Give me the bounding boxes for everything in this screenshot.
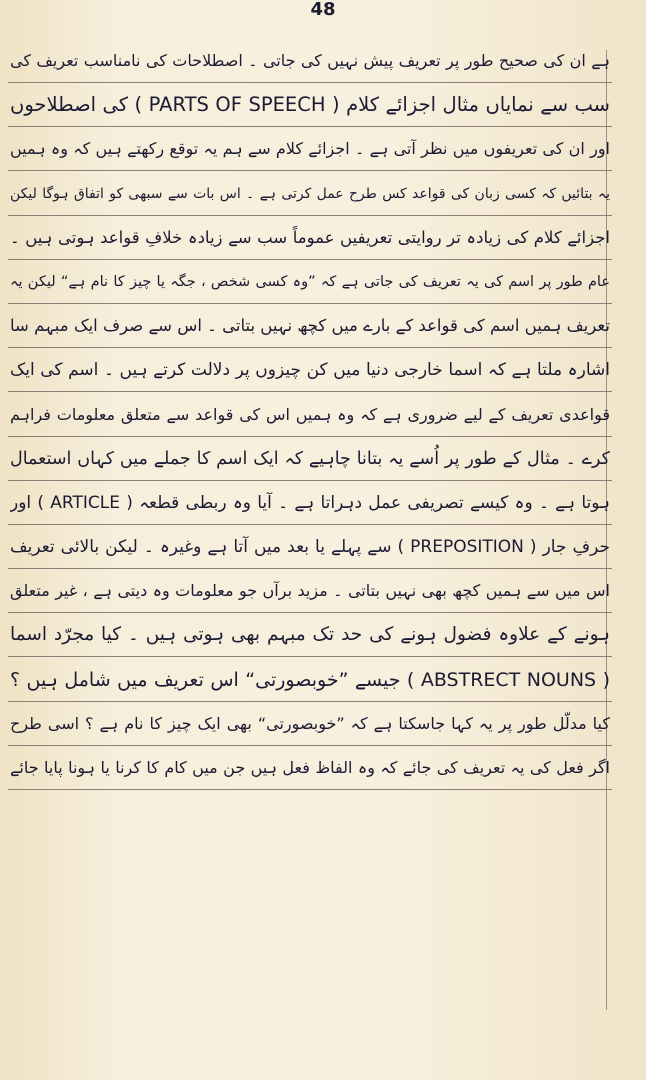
text-line <box>0 574 646 618</box>
ruled-line <box>8 656 612 657</box>
ruled-line <box>8 436 612 437</box>
text-line <box>0 309 646 353</box>
ruled-line <box>8 480 612 481</box>
text-line <box>0 707 646 751</box>
text-line-content: یہ بتائیں کہ کسی زبان کی قواعد کس طرح عمل کرتی ہے ۔ اس بات سے سبھی کو اتفاق ہوگا لیکن <box>10 185 610 202</box>
text-line-content: ( ABSTRECT NOUNS ) جیسے ”خوبصورتی“ اس تعریف میں شامل ہیں ؟ <box>10 668 610 691</box>
ruled-line <box>8 82 612 83</box>
text-line-content: حرفِ جار ( PREPOSITION ) سے پہلے یا بعد میں آتا ہے وغیرہ ۔ لیکن بالائی تعریف <box>10 537 610 558</box>
ruled-line <box>8 524 612 525</box>
text-line <box>0 221 646 265</box>
ruled-line <box>8 170 612 171</box>
text-line-content: ہوتا ہے ۔ وہ کیسے تصریفی عمل دہراتا ہے ۔ آیا وہ ربطی قطعہ ( ARTICLE ) اور <box>10 492 610 513</box>
text-line <box>0 353 646 397</box>
text-line <box>0 265 646 309</box>
text-line <box>0 44 646 88</box>
text-line <box>0 486 646 530</box>
text-line <box>0 442 646 486</box>
ruled-line <box>8 612 612 613</box>
ruled-line <box>8 701 612 702</box>
text-line <box>0 88 646 132</box>
text-line <box>0 177 646 221</box>
text-line-content: اجزائے کلام کی زیادہ تر روایتی تعریفیں عموماً سب سے زیادہ خلافِ قواعد ہوتی ہیں ۔ <box>10 227 610 247</box>
page-number: 48 <box>310 0 336 20</box>
text-line-content: اگر فعل کی یہ تعریف کی جائے کہ وہ الفاظ فعل ہیں جن میں کام کا کرنا یا ہونا پایا جائے <box>10 758 610 777</box>
text-line-content: تعریف ہمیں اسم کی قواعد کے بارے میں کچھ نہیں بتاتی ۔ اس سے صرف ایک مبہم سا <box>10 316 610 336</box>
text-line <box>0 530 646 574</box>
ruled-line <box>8 745 612 746</box>
text-line-content: قواعدی تعریف کے لیے ضروری ہے کہ وہ ہمیں اس کی قواعد سے متعلق معلومات فراہم <box>10 404 610 424</box>
text-line <box>0 398 646 442</box>
text-line-content: اور ان کی تعریفوں میں نظر آتی ہے ۔ اجزائے کلام سے ہم یہ توقع رکھتے ہیں کہ وہ ہمیں <box>10 139 610 159</box>
text-line-content: سب سے نمایاں مثال اجزائے کلام ( PARTS OF SPEECH ) کی اصطلاحوں <box>10 93 610 117</box>
handwritten-text-lines <box>0 44 646 795</box>
text-line-content: اس میں سے ہمیں کچھ بھی نہیں بتاتی ۔ مزید برآں جو معلومات وہ دیتی ہے ، غیر متعلق <box>10 581 610 601</box>
text-line-content: اشارہ ملتا ہے کہ اسما خارجی دنیا میں کن چیزوں پر دلالت کرتے ہیں ۔ اسم کی ایک <box>10 360 610 381</box>
ruled-line <box>8 126 612 127</box>
text-line-content: کرے ۔ مثال کے طور پر اُسے یہ بتانا چاہیے کہ ایک اسم کا جملے میں کہاں استعمال <box>10 448 610 469</box>
text-line-content: ہے ان کی صحیح طور پر تعریف پیش نہیں کی جاتی ۔ اصطلاحات کی نامناسب تعریف کی <box>10 51 610 70</box>
text-line <box>0 618 646 662</box>
text-line-content: کیا مدلّل طور پر یہ کہا جاسکتا ہے کہ ”خوبصورتی“ بھی ایک چیز کا نام ہے ؟ اسی طرح <box>10 713 610 733</box>
text-line-content: ہونے کے علاوہ فضول ہونے کی حد تک مبہم بھی ہوتی ہیں ۔ کیا مجرّد اسما <box>10 624 610 646</box>
text-line <box>0 663 646 707</box>
ruled-line <box>8 215 612 216</box>
ruled-line <box>8 347 612 348</box>
ruled-line <box>8 259 612 260</box>
text-line <box>0 751 646 795</box>
text-line-content: عام طور پر اسم کی یہ تعریف کی جاتی ہے کہ ”وہ کسی شخص ، جگہ یا چیز کا نام ہے“ لیکن یہ <box>10 273 610 290</box>
ruled-line <box>8 391 612 392</box>
text-line <box>0 132 646 176</box>
ruled-line <box>8 568 612 569</box>
ruled-line <box>8 303 612 304</box>
ruled-line <box>8 789 612 790</box>
